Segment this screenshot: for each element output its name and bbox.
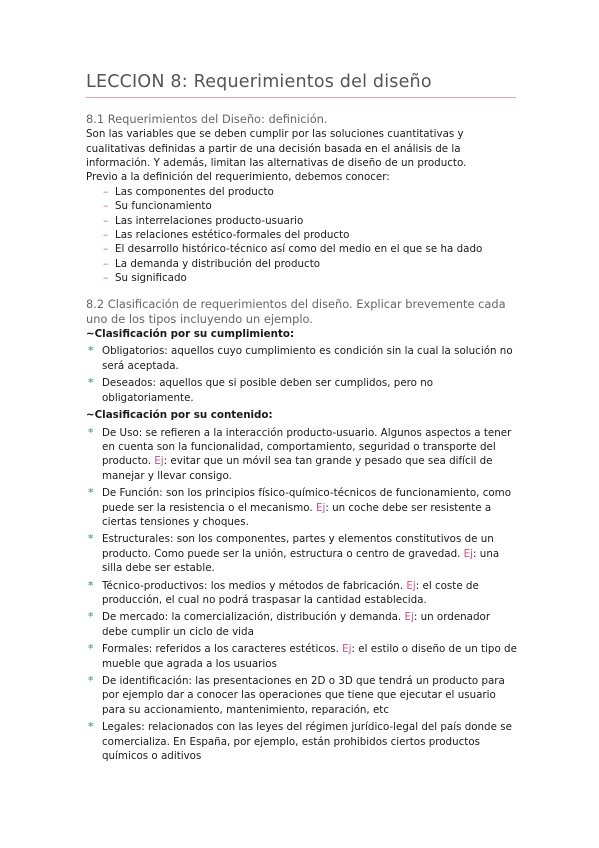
example-marker: Ej bbox=[404, 611, 414, 624]
example-marker: Ej bbox=[315, 501, 326, 514]
list-item: * Técnico-productivos: los medios y métodos de fabricación. Ej: el coste de producción, el cual no podrá traspasar la cantidad establecida. bbox=[88, 579, 518, 608]
section-heading-8-2: 8.2 Clasificación de requerimientos del diseño. Explicar brevemente cada uno de los tipos incluyendo un ejemplo. bbox=[86, 296, 506, 326]
example-marker: Ej bbox=[154, 455, 164, 468]
example-marker: Ej bbox=[342, 643, 352, 656]
subheading-contenido: ~Clasificación por su contenido: bbox=[86, 409, 273, 422]
document-body bbox=[86, 112, 518, 766]
list-item: – La demanda y distribución del producto bbox=[103, 257, 518, 271]
prerequisites-intro: Previo a la definición del requerimiento, debemos conocer: bbox=[86, 171, 390, 184]
prerequisites-list bbox=[86, 185, 518, 286]
subheading-cumplimiento: ~Clasificación por su cumplimiento: bbox=[86, 328, 295, 341]
list-item: * De Función: son los principios físico-químico-técnicos de funcionamiento, como puede ser la resistencia o el mecanismo. Ej: un coche debe ser resistente a ciertas tensiones y choques. bbox=[88, 486, 518, 529]
list-item: – Las componentes del producto bbox=[103, 185, 518, 199]
cumplimiento-list bbox=[86, 344, 518, 405]
section-heading-8-1: 8.1 Requerimientos del Diseño: definición. bbox=[86, 112, 328, 126]
list-item: – Las interrelaciones producto-usuario bbox=[103, 214, 518, 228]
example-marker: Ej bbox=[463, 547, 474, 560]
list-item: – Su funcionamiento bbox=[103, 199, 518, 213]
page-title: LECCION 8: Requerimientos del diseño bbox=[86, 72, 432, 92]
list-item: – El desarrollo histórico-técnico así como del medio en el que se ha dado bbox=[103, 242, 518, 256]
title-underline bbox=[86, 97, 516, 98]
contenido-list bbox=[86, 426, 518, 764]
list-item: * Estructurales: son los componentes, partes y elementos constitutivos de un producto. Como puede ser la unión, estructura o centro de gravedad. Ej: una silla debe ser estable. bbox=[88, 532, 518, 575]
list-item: * De identificación: las presentaciones en 2D o 3D que tendrá un producto para por ejemplo dar a conocer las operaciones que tiene que ejecutar el usuario para su accionamiento, mantenimiento, reparación, etc bbox=[88, 674, 518, 717]
example-marker: Ej bbox=[406, 579, 416, 592]
list-item: * Legales: relacionados con las leyes del régimen jurídico-legal del país donde se comercializa. En España, por ejemplo, están prohibidos ciertos productos químicos o aditivos bbox=[88, 720, 518, 763]
list-item: – Las relaciones estético-formales del producto bbox=[103, 228, 518, 242]
definition-paragraph: Son las variables que se deben cumplir por las soluciones cuantitativas y cualitativas definidas a partir de una decisión basada en el análisis de la información. Y además, limitan las alternativas de diseño de un producto. bbox=[86, 128, 467, 170]
list-item: * De Uso: se refieren a la interacción producto-usuario. Algunos aspectos a tener en cuenta son la funcionalidad, comportamiento, seguridad o transporte del producto. Ej: evitar que un móvil sea tan grande y pesado que sea difícil de manejar y llevar consigo. bbox=[88, 426, 518, 484]
list-item: – Su significado bbox=[103, 271, 518, 285]
list-item: * De mercado: la comercialización, distribución y demanda. Ej: un ordenador debe cumplir un ciclo de vida bbox=[88, 610, 518, 639]
list-item: * Obligatorios: aquellos cuyo cumplimiento es condición sin la cual la solución no será aceptada. bbox=[88, 344, 518, 373]
list-item: * Formales: referidos a los caracteres estéticos. Ej: el estilo o diseño de un tipo de mueble que agrada a los usuarios bbox=[88, 642, 518, 671]
list-item: * Deseados: aquellos que si posible deben ser cumplidos, pero no obligatoriamente. bbox=[88, 376, 518, 405]
